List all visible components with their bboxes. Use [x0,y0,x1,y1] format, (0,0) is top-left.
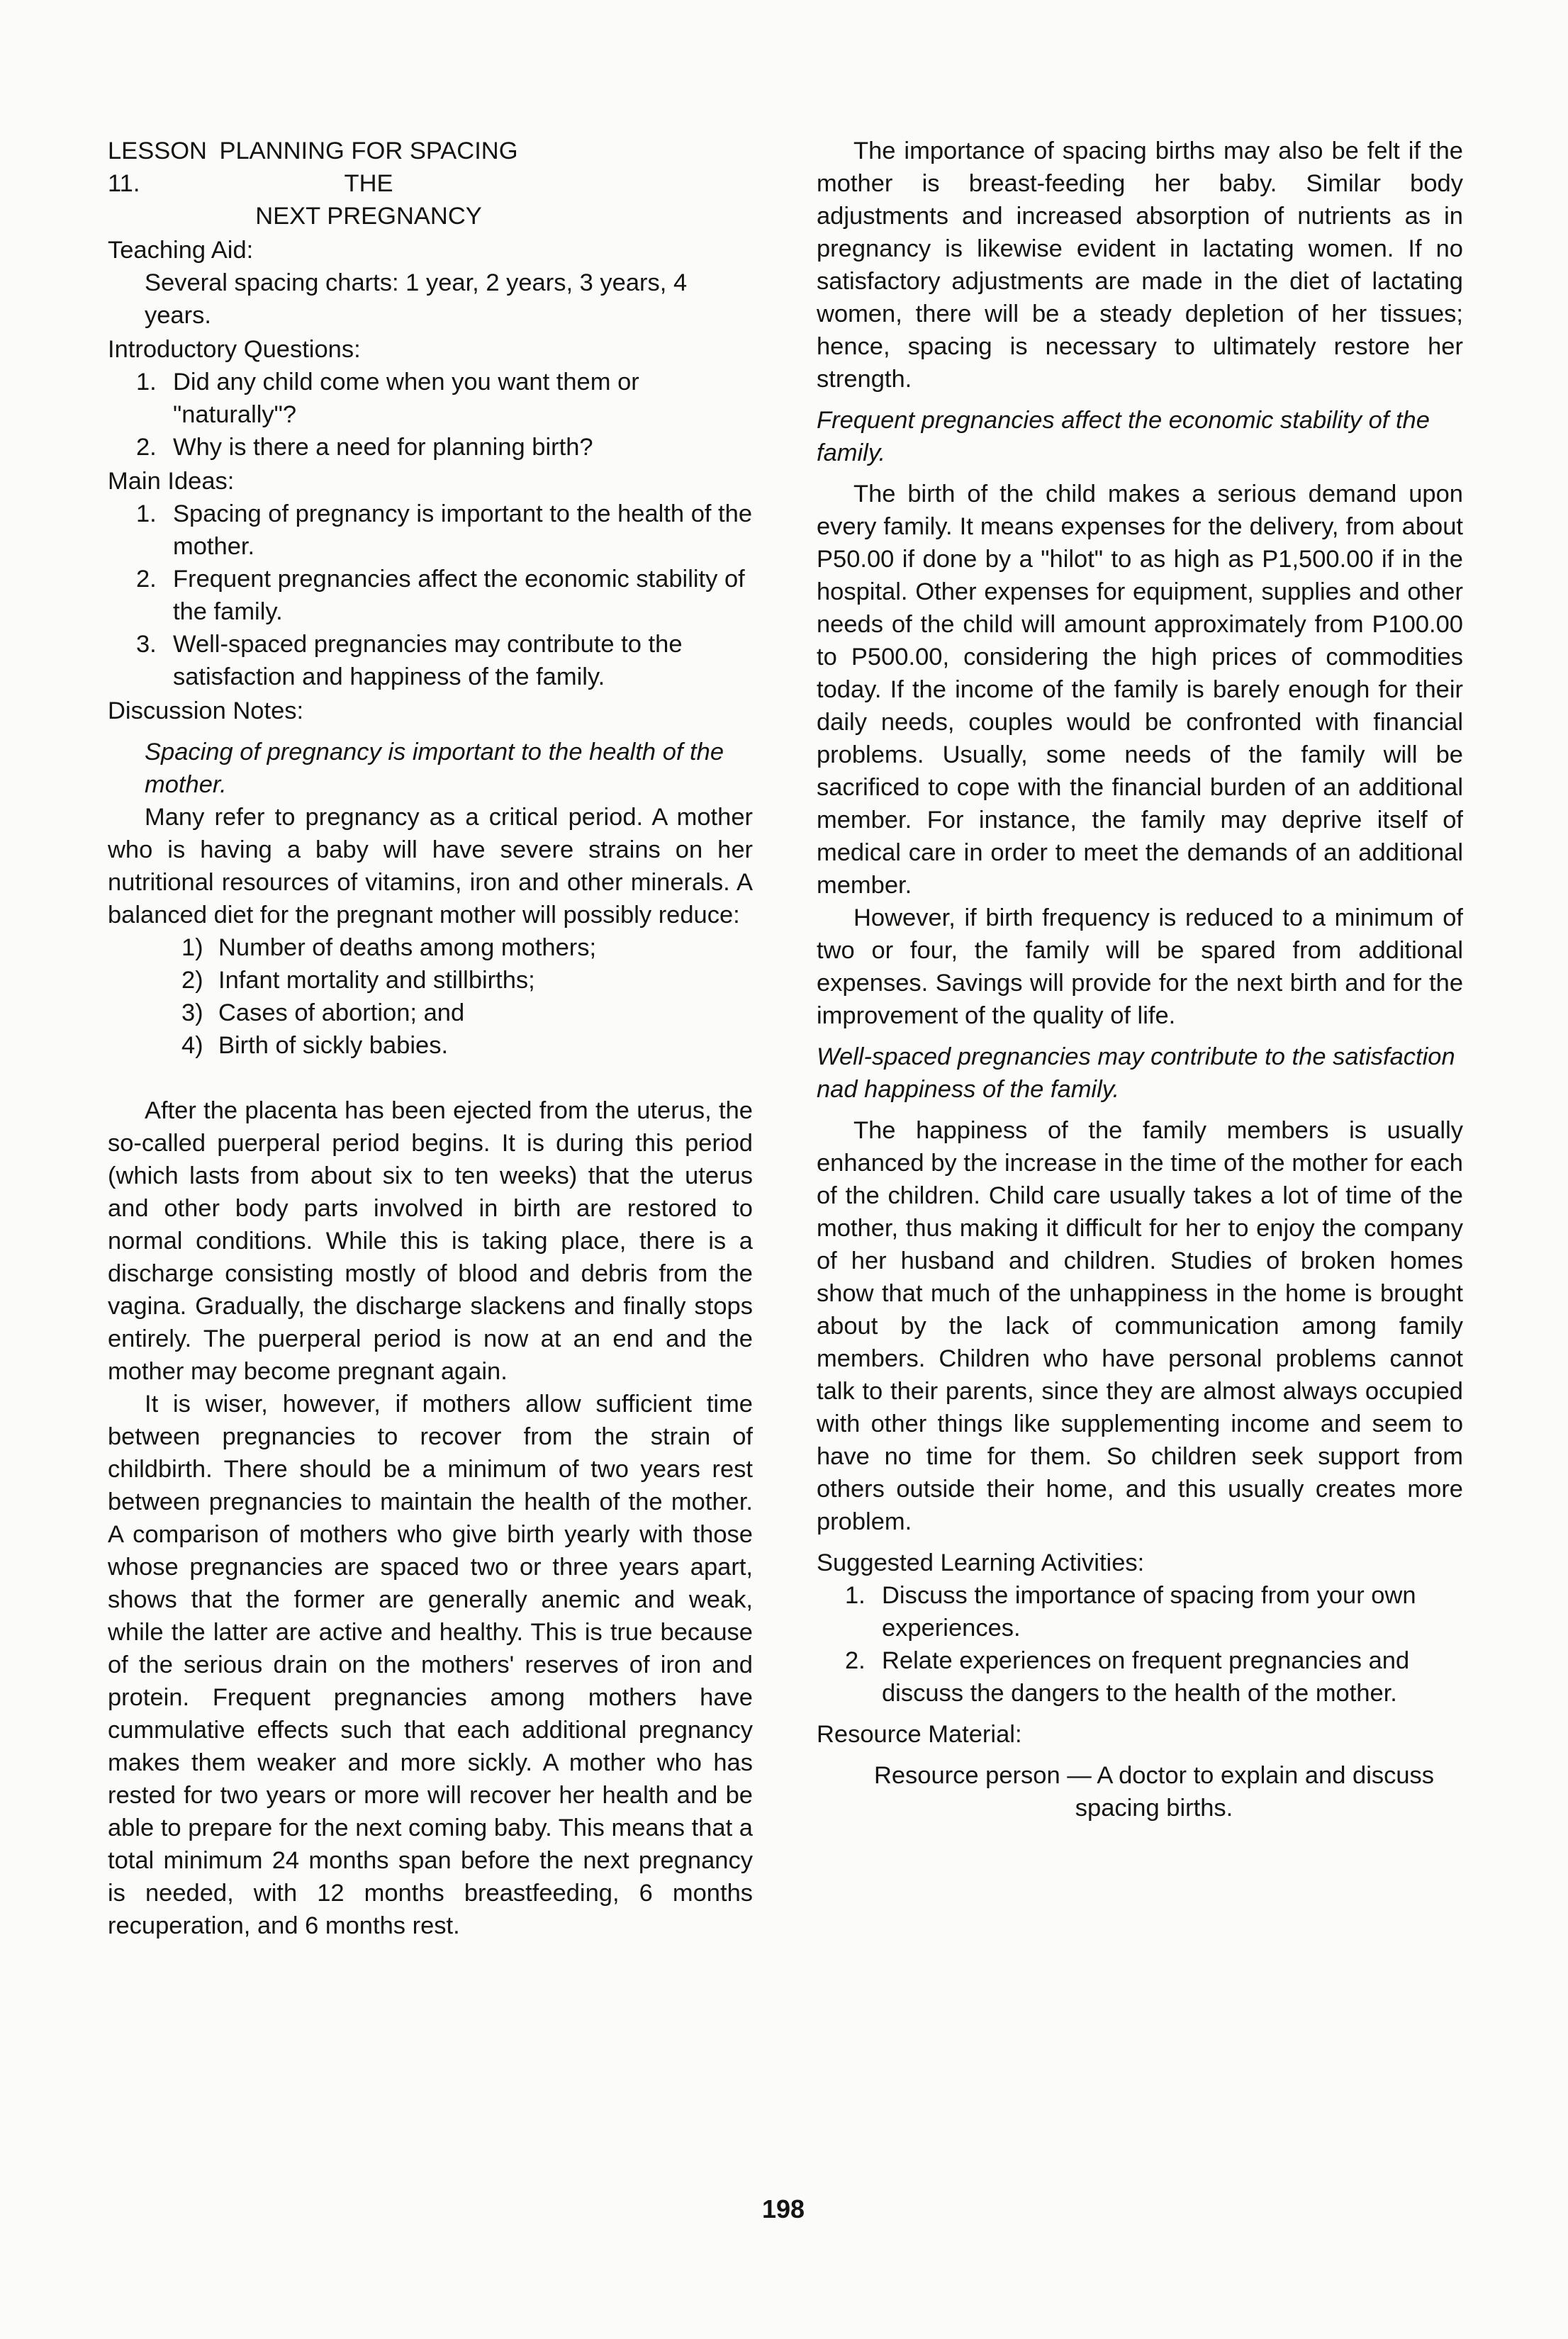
list-item: 2. Relate experiences on frequent pregnancies and discuss the dangers to the health of the mother. [845,1647,1410,1707]
list-item: 1) Number of deaths among mothers; [181,934,597,961]
paragraph: Many refer to pregnancy as a critical period. A mother who is having a baby will have severe strains on her nutritional resources of vitamins, iron and other minerals. A balanced diet for the pregnant mother will possibly reduce: [108,804,753,929]
lesson-title-line2: NEXT PREGNANCY [255,203,482,230]
lesson-title [108,135,753,232]
list-item: 2. Frequent pregnancies affect the economic stability of the family. [136,566,745,625]
main-ideas-label: Main Ideas: [108,468,235,495]
list-item: 4) Birth of sickly babies. [181,1032,449,1059]
discussion-notes-label: Discussion Notes: [108,697,304,724]
list-item: 2) Infant mortality and stillbirths; [181,967,535,994]
introductory-questions-label: Introductory Questions: [108,336,361,363]
right-column [817,135,1463,1824]
paragraph: The happiness of the family members is usually enhanced by the increase in the time of the mother for each of the children. Child care usually takes a lot of time of the mother, thus making it difficult for her to enjoy the company of her husband and children. Studies of broken homes show that much of the unhappiness in the home is brought about by the lack of communication among family members. Children who have personal problems cannot talk to their parents, since they are almost always occupied with other things like supplementing income and seem to have no time for them. So children seek support from others outside their home, and this usually creates more problem. [817,1117,1463,1535]
list-item: 1. Spacing of pregnancy is important to the health of the mother. [136,500,753,560]
lesson-number: LESSON 11. [108,138,207,197]
list-item: 2. Why is there a need for planning birth? [136,434,593,461]
teaching-aid-text: Several spacing charts: 1 year, 2 years, 3 years, 4 years. [145,269,688,329]
resource-material-label: Resource Material: [817,1721,1022,1748]
section-heading-health: Spacing of pregnancy is important to the health of the mother. [145,739,724,798]
list-item: 3. Well-spaced pregnancies may contribute to the satisfaction and happiness of the family. [136,631,683,690]
paragraph: However, if birth frequency is reduced to a minimum of two or four, the family will be spared from additional expenses. Savings will provide for the next birth and for the improvement of the quality of life. [817,904,1463,1029]
paragraph: The birth of the child makes a serious demand upon every family. It means expenses for the delivery, from about P50.00 if done by a "hilot" to as high as P1,500.00 if in the hospital. Other expenses for equipment, supplies and other needs of the child will amount approximately from P100.00 to P500.00, considering the high prices of commodities today. If the income of the family is barely enough for their daily needs, couples would be confronted with financial problems. Usually, some needs of the family will be sacrificed to cope with the financial burden of an additional member. For instance, the family may deprive itself of medical care in order to meet the demands of an additional member. [817,481,1463,899]
resource-material-line1: Resource person — A doctor to explain and discuss [873,1762,1435,1789]
section-heading-economic: Frequent pregnancies affect the economic stability of the family. [817,407,1430,466]
paragraph: After the placenta has been ejected from the uterus, the so-called puerperal period begins. It is during this period (which lasts from about six to ten weeks) that the uterus and other body parts involved in birth are restored to normal conditions. While this is taking place, there is a discharge consisting mostly of blood and debris from the vagina. Gradually, the discharge slackens and finally stops entirely. The puerperal period is now at an end and the mother may become pregnant again. [108,1097,753,1385]
teaching-aid-label: Teaching Aid: [108,237,254,264]
list-item: 1. Discuss the importance of spacing from your own experiences. [845,1582,1416,1642]
section-heading-happiness: Well-spaced pregnancies may contribute to the satisfaction nad happiness of the family. [817,1043,1455,1103]
resource-material-line2: spacing births. [1075,1795,1233,1822]
list-item: 1. Did any child come when you want them or "naturally"? [136,369,639,428]
list-item: 3) Cases of abortion; and [181,999,465,1026]
learning-activities-label: Suggested Learning Activities: [817,1549,1145,1576]
paragraph: It is wiser, however, if mothers allow sufficient time between pregnancies to recover from the strain of childbirth. There should be a minimum of two years rest between pregnancies to maintain the health of the mother. A comparison of mothers who give birth yearly with those whose pregnancies are spaced two or three years apart, shows that the former are generally anemic and weak, while the latter are active and healthy. This is true because of the serious drain on the mothers' reserves of iron and protein. Frequent pregnancies among mothers have cummulative effects such that each additional pregnancy makes them weaker and more sickly. A mother who has rested for two years or more will recover her health and be able to prepare for the next coming baby. This means that a total minimum 24 months span before the next pregnancy is needed, with 12 months breastfeeding, 6 months recuperation, and 6 months rest. [108,1391,753,1939]
lesson-title-line1: PLANNING FOR SPACING THE [219,138,518,197]
page-number: 198 [761,2194,805,2223]
paragraph: The importance of spacing births may also be felt if the mother is breast-feeding her baby. Similar body adjustments and increased absorption of nutrients as in pregnancy is likewise evident in lactating women. If no satisfactory adjustments are made in the diet of lactating women, there will be a steady depletion of her tissues; hence, spacing is necessary to ultimately restore her strength. [817,138,1463,393]
left-column [108,135,753,1942]
